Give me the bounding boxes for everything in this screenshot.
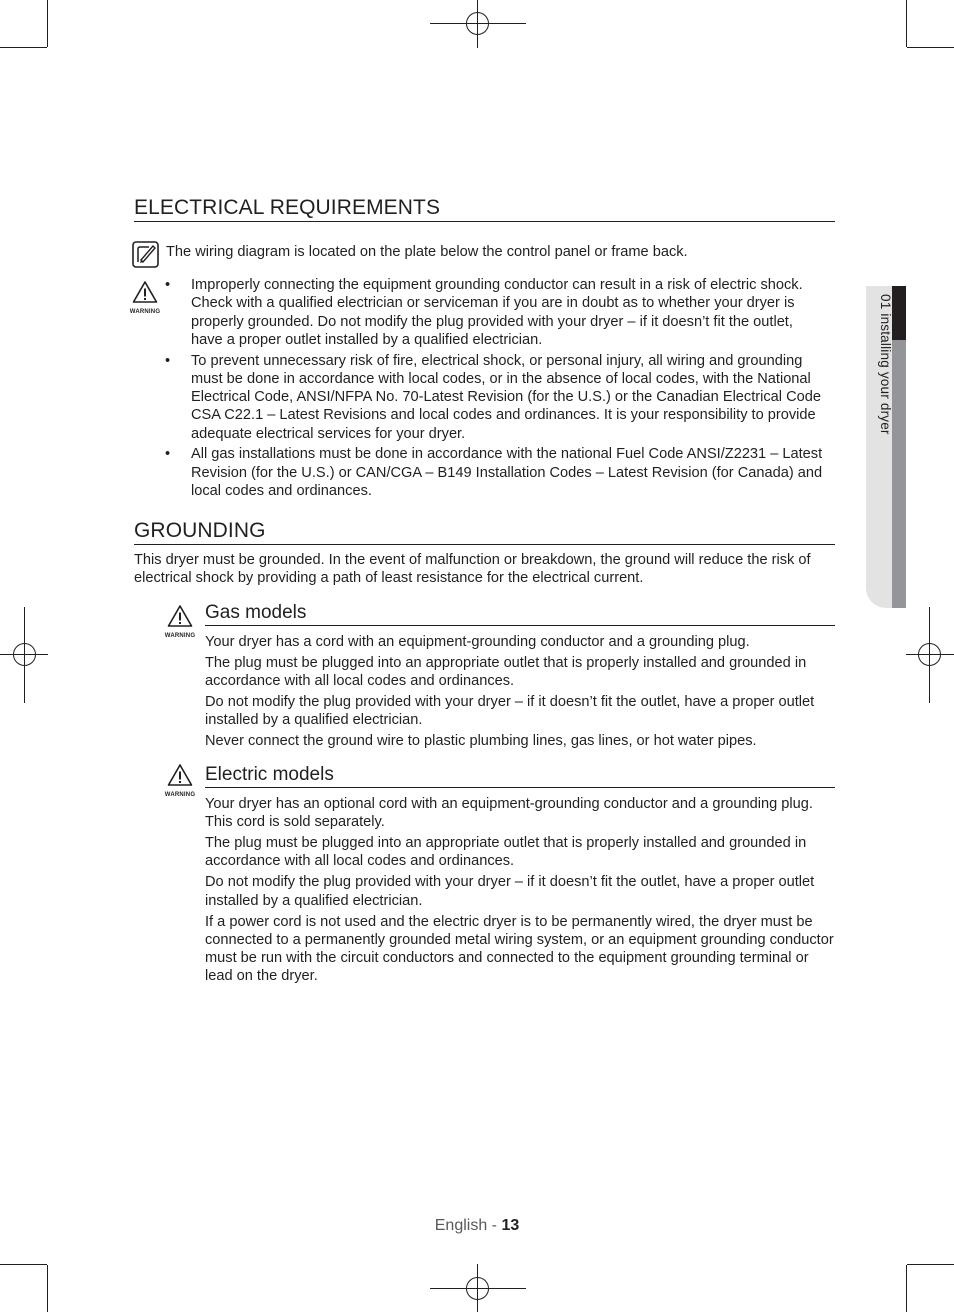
paragraph: If a power cord is not used and the electric dryer is to be permanently wired, the dryer must be connected to a permanently grounded metal wiring system, or an equipment grounding conductor must be run with the circuit conductors and connected to the equipment grounding terminal or lead on the dryer. <box>205 913 834 985</box>
crop-mark <box>907 47 954 48</box>
note-icon <box>132 241 159 268</box>
paragraph: Your dryer has an optional cord with an equipment-grounding conductor and a grounding plug. This cord is sold separately. <box>205 796 813 831</box>
gas-models-heading: Gas models <box>205 601 835 626</box>
crop-mark <box>0 47 47 48</box>
registration-mark-left <box>0 607 48 703</box>
warning-triangle-icon <box>132 280 158 304</box>
registration-mark-bottom <box>430 1264 526 1312</box>
chapter-tab-marker <box>892 286 906 340</box>
crop-mark <box>47 0 48 47</box>
warning-caption: WARNING <box>164 633 196 639</box>
paragraph: Do not modify the plug provided with your dryer – if it doesn’t fit the outlet, have a proper outlet installed by a qualified electrician. <box>205 694 815 729</box>
paragraph: The plug must be plugged into an appropriate outlet that is properly installed and grounded in accordance with all local codes and ordinances. <box>205 835 807 870</box>
warning-caption: WARNING <box>164 792 196 798</box>
footer-separator: - <box>487 1217 502 1234</box>
crop-mark <box>906 1265 907 1312</box>
electric-models-heading: Electric models <box>205 763 835 788</box>
registration-mark-right <box>906 607 954 703</box>
paragraph: Do not modify the plug provided with your dryer – if it doesn’t fit the outlet, have a proper outlet installed by a qualified electrician. <box>205 874 815 909</box>
chapter-tab-bar <box>892 340 906 608</box>
grounding-heading: GROUNDING <box>134 518 835 545</box>
footer-language: English <box>434 1217 488 1234</box>
warning-caption: WARNING <box>129 309 161 315</box>
electrical-requirements-heading: ELECTRICAL REQUIREMENTS <box>134 195 835 222</box>
chapter-tab-label: 01 installing your dryer <box>878 294 893 435</box>
list-item: • To prevent unnecessary risk of fire, electrical shock, or personal injury, all wiring and grounding must be done in accordance with local codes, or in the absence of local codes, with the National Electrical Code, ANSI/NFPA No. 70-Latest Revision (for the U.S.) or the Canadian Electrical Code CSA C22.1 – Latest Revisions and local codes and ordinances. It is your responsibility to provide adequate electrical services for your dryer. <box>165 352 821 442</box>
crop-mark <box>907 1264 954 1265</box>
list-item: • All gas installations must be done in accordance with the national Fuel Code ANSI/Z2231 – Latest Revision (for the U.S.) or CAN/CGA – B149 Installation Codes – Latest Revision (for Canada) and local codes and ordinances. <box>165 446 823 500</box>
electric-models-text <box>205 795 835 988</box>
paragraph: Never connect the ground wire to plastic plumbing lines, gas lines, or hot water pipes. <box>205 733 757 750</box>
list-item: • Improperly connecting the equipment grounding conductor can result in a risk of electric shock. Check with a qualified electrician or serviceman if you are in doubt as to whether your dryer is properly grounded. Do not modify the plug provided with your dryer – if it doesn’t fit the outlet, have a proper outlet installed by a qualified electrician. <box>165 277 803 348</box>
warning-icon <box>160 604 200 640</box>
grounding-intro: This dryer must be grounded. In the event of malfunction or breakdown, the ground will reduce the risk of electrical shock by providing a path of least resistance for the electrical current. <box>134 552 811 587</box>
warning-icon <box>125 280 165 316</box>
page-number: 13 <box>501 1217 520 1234</box>
paragraph: The plug must be plugged into an appropriate outlet that is properly installed and grounded in accordance with all local codes and ordinances. <box>205 654 807 690</box>
warning-triangle-icon <box>167 604 193 628</box>
warning-icon <box>160 763 200 799</box>
gas-models-text <box>205 633 835 753</box>
crop-mark <box>0 1264 47 1265</box>
warning-triangle-icon <box>167 763 193 787</box>
paragraph: Your dryer has a cord with an equipment-grounding conductor and a grounding plug. <box>205 634 750 650</box>
electrical-warning-list <box>165 276 827 503</box>
page-footer <box>0 1217 954 1235</box>
registration-mark-top <box>430 0 526 48</box>
crop-mark <box>47 1265 48 1312</box>
crop-mark <box>906 0 907 47</box>
wiring-note: The wiring diagram is located on the plate below the control panel or frame back. <box>166 244 688 260</box>
